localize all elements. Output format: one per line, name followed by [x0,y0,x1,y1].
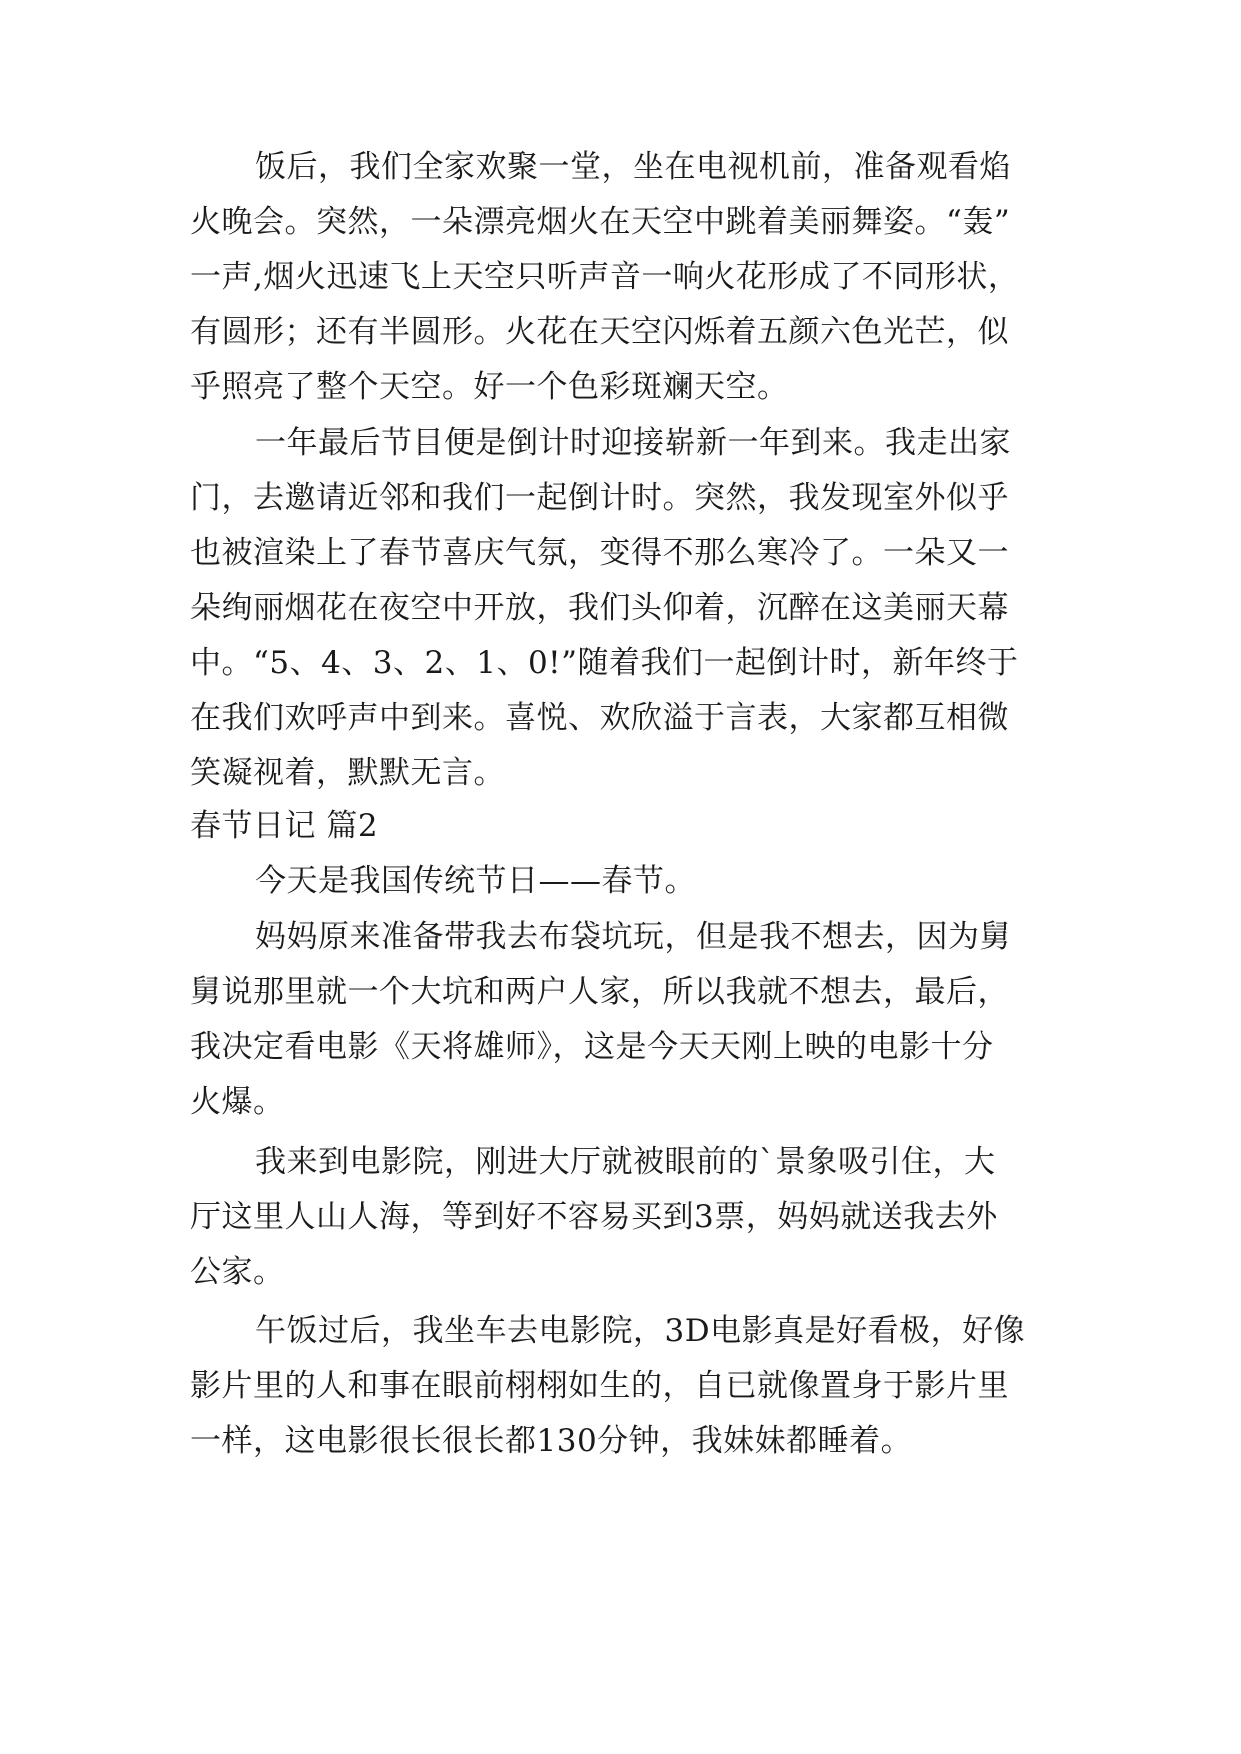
text-line: 也被渲染上了春节喜庆气氛，变得不那么寒冷了。一朵又一 [190,535,1009,571]
section-heading: 春节日记 篇2 [190,808,379,844]
text-line: 影片里的人和事在眼前栩栩如生的，自已就像置身于影片里 [190,1368,1009,1404]
text-line: 朵绚丽烟花在夜空中开放，我们头仰着，沉醉在这美丽天幕 [190,590,1009,626]
text-line: 舅说那里就一个大坑和两户人家，所以我就不想去，最后， [190,974,1009,1010]
text-line: 一年最后节目便是倒计时迎接崭新一年到来。我走出家 [255,425,1011,461]
text-line: 妈妈原来准备带我去布袋坑玩，但是我不想去，因为舅 [255,919,1011,955]
text-line: 门，去邀请近邻和我们一起倒计时。突然，我发现室外似乎 [190,480,1009,516]
text-line: 有圆形；还有半圆形。火花在天空闪烁着五颜六色光芒，似 [190,314,1009,350]
text-line: 火晚会。突然，一朵漂亮烟火在天空中跳着美丽舞姿。“轰” [190,204,1011,240]
text-line: 今天是我国传统节日——春节。 [255,863,696,899]
text-line: 在我们欢呼声中到来。喜悦、欢欣溢于言表，大家都互相微 [190,700,1009,736]
text-line: 午饭过后，我坐车去电影院，3D电影真是好看极，好像 [255,1313,1026,1349]
text-line: 公家。 [190,1254,285,1290]
text-line: 饭后，我们全家欢聚一堂，坐在电视机前，准备观看焰 [255,149,1011,185]
text-line: 一样，这电影很长很长都130分钟，我妹妹都睡着。 [190,1423,913,1459]
text-line: 我决定看电影《天将雄师》，这是今天天刚上映的电影十分 [190,1029,994,1065]
text-line: 乎照亮了整个天空。好一个色彩斑斓天空。 [190,369,789,405]
text-line: 厅这里人山人海，等到好不容易买到3票，妈妈就送我去外 [190,1199,998,1235]
text-line: 我来到电影院，刚进大厅就被眼前的`景象吸引住，大 [255,1144,996,1180]
text-line: 火爆。 [190,1084,285,1120]
text-line: 一声,烟火迅速飞上天空只听声音一响火花形成了不同形状， [190,259,1020,295]
text-line: 笑凝视着，默默无言。 [190,755,505,791]
text-line: 中。“5、4、3、2、1、0!”随着我们一起倒计时，新年终于 [190,645,1019,681]
